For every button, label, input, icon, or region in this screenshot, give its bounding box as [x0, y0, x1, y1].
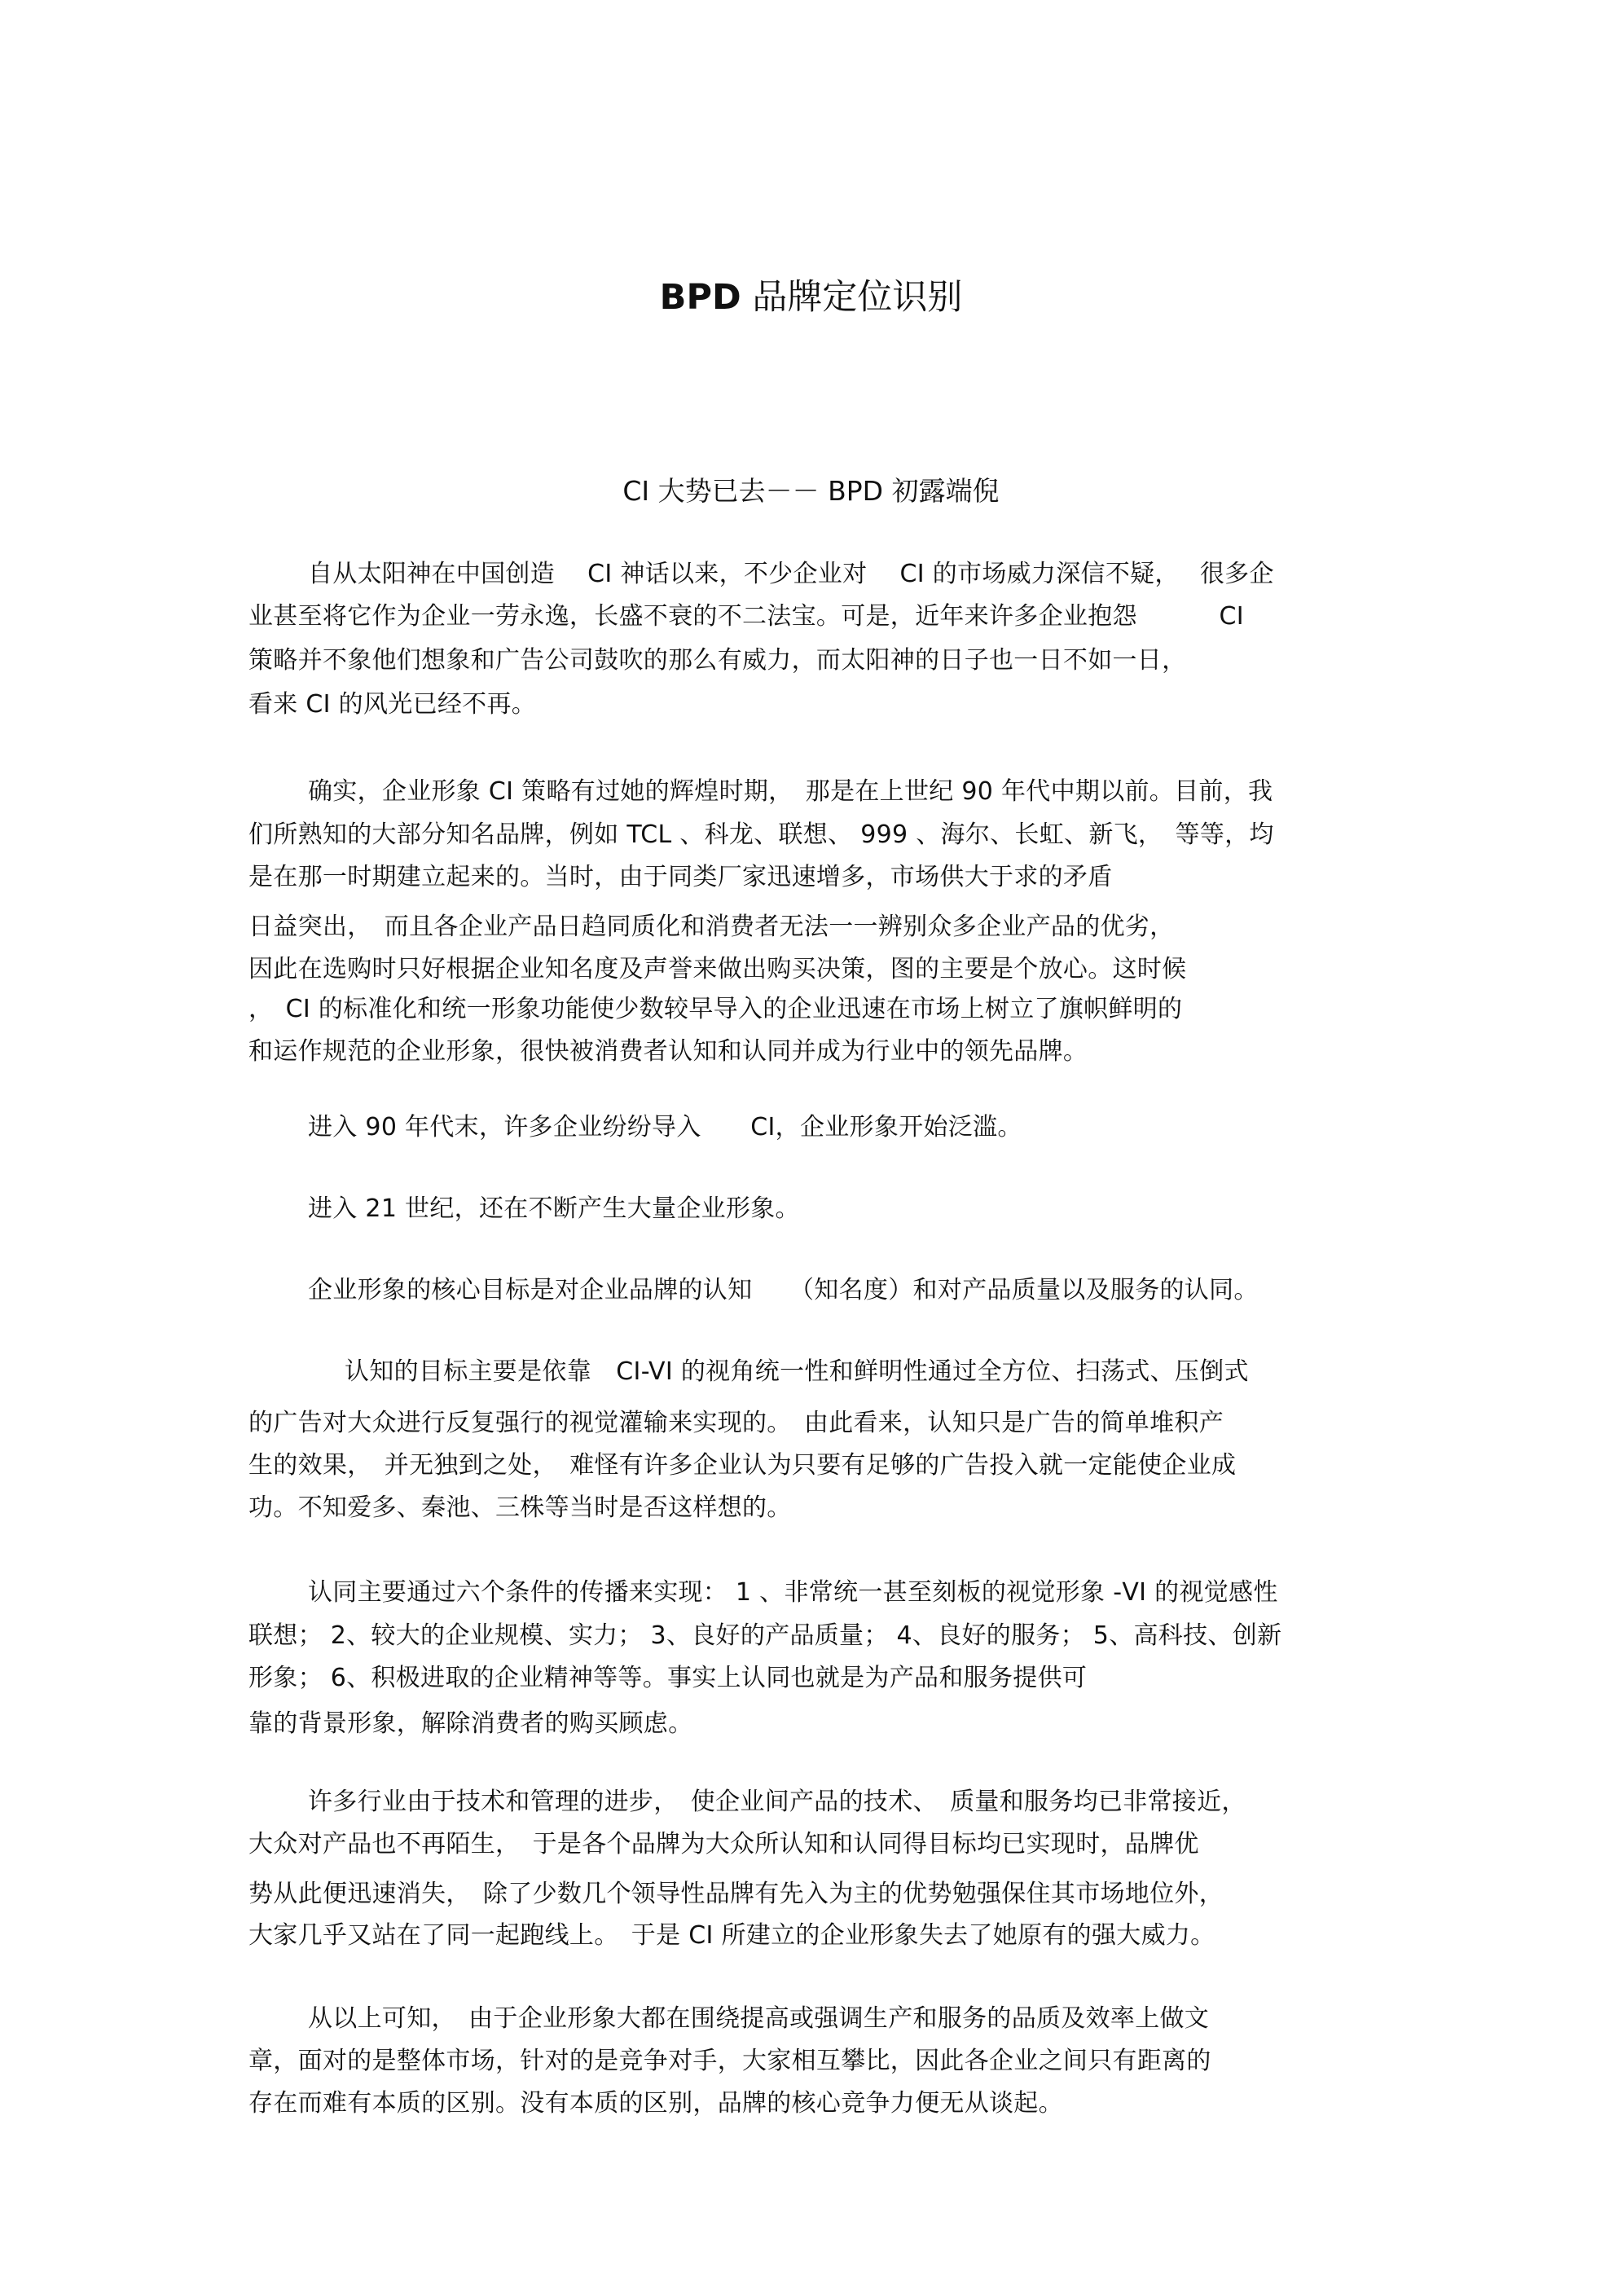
paragraph-7-line-2: 联想； 2、较大的企业规模、实力； 3、良好的产品质量； 4、良好的服务； 5、高科技、创新: [248, 1621, 1282, 1650]
paragraph-2-line-4: 日益突出， 而且各企业产品日趋同质化和消费者无法一一辨别众多企业产品的优劣，: [248, 913, 1175, 941]
paragraph-1-line-3: 策略并不象他们想象和广告公司鼓吹的那么有威力，而太阳神的日子也一日不如一日，: [248, 646, 1187, 675]
paragraph-3-line-1: 进入 90 年代末，许多企业纷纷导入 CI，企业形象开始泛滥。: [308, 1113, 1022, 1141]
paragraph-2-line-5: 因此在选购时只好根据企业知名度及声誉来做出购买决策，图的主要是个放心。这时候: [248, 955, 1187, 983]
title-cjk: 品牌定位识别: [752, 277, 963, 318]
document-title: [0, 273, 1622, 322]
paragraph-2-line-3: 是在那一时期建立起来的。当时，由于同类厂家迅速增多，市场供大于求的矛盾: [248, 863, 1113, 891]
paragraph-2-line-7: 和运作规范的企业形象，很快被消费者认知和认同并成为行业中的领先品牌。: [248, 1037, 1088, 1066]
paragraph-1-line-4: 看来 CI 的风光已经不再。: [248, 690, 537, 719]
paragraph-9-line-1: 从以上可知， 由于企业形象大都在围绕提高或强调生产和服务的品质及效率上做文: [308, 2004, 1210, 2033]
paragraph-5-line-1: 企业形象的核心目标是对企业品牌的认知 （知名度）和对产品质量以及服务的认同。: [308, 1276, 1259, 1304]
paragraph-9-line-3: 存在而难有本质的区别。没有本质的区别，品牌的核心竞争力便无从谈起。: [248, 2089, 1063, 2118]
paragraph-2-line-1: 确实，企业形象 CI 策略有过她的辉煌时期， 那是在上世纪 90 年代中期以前。目前，我: [308, 777, 1273, 806]
paragraph-6-line-1: 认知的目标主要是依靠 CI-VI 的视角统一性和鲜明性通过全方位、扫荡式、压倒式: [345, 1357, 1249, 1386]
paragraph-6-line-4: 功。不知爱多、秦池、三株等当时是否这样想的。: [248, 1493, 792, 1522]
paragraph-1-line-1: 自从太阳神在中国创造 CI 神话以来，不少企业对 CI 的市场威力深信不疑， 很多企: [308, 560, 1274, 588]
paragraph-2-line-6: ， CI 的标准化和统一形象功能使少数较早导入的企业迅速在市场上树立了旗帜鲜明的: [248, 995, 1183, 1023]
paragraph-7-line-1: 认同主要通过六个条件的传播来实现： 1 、非常统一甚至刻板的视觉形象 -VI 的视觉感性: [308, 1578, 1278, 1607]
paragraph-8-line-2: 大众对产品也不再陌生， 于是各个品牌为大众所认知和认同得目标均已实现时，品牌优: [248, 1830, 1199, 1858]
paragraph-8-line-3: 势从此便迅速消失， 除了少数几个领导性品牌有先入为主的优势勉强保住其市场地位外，: [248, 1880, 1224, 1908]
paragraph-8-line-1: 许多行业由于技术和管理的进步， 使企业间产品的技术、 质量和服务均已非常接近，: [308, 1788, 1246, 1816]
document-subtitle: CI 大势已去－－ BPD 初露端倪: [622, 475, 1000, 507]
paragraph-6-line-3: 生的效果， 并无独到之处， 难怪有许多企业认为只要有足够的广告投入就一定能使企业成: [248, 1451, 1237, 1480]
paragraph-9-line-2: 章，面对的是整体市场，针对的是竞争对手，大家相互攀比，因此各企业之间只有距离的: [248, 2047, 1211, 2075]
title-latin: BPD: [659, 277, 741, 318]
paragraph-6-line-2: 的广告对大众进行反复强行的视觉灌输来实现的。 由此看来，认知只是广告的简单堆积产: [248, 1409, 1224, 1437]
paragraph-4-line-1: 进入 21 世纪，还在不断产生大量企业形象。: [308, 1194, 800, 1223]
paragraph-1-line-2: 业甚至将它作为企业一劳永逸，长盛不衰的不二法宝。可是，近年来许多企业抱怨 CI: [248, 602, 1244, 631]
paragraph-2-line-2: 们所熟知的大部分知名品牌，例如 TCL 、科龙、联想、 999 、海尔、长虹、新飞， 等等，均: [248, 820, 1274, 849]
paragraph-8-line-4: 大家几乎又站在了同一起跑线上。 于是 CI 所建立的企业形象失去了她原有的强大威力。: [248, 1921, 1215, 1950]
paragraph-7-line-4: 靠的背景形象，解除消费者的购买顾虑。: [248, 1709, 693, 1738]
paragraph-7-line-3: 形象； 6、积极进取的企业精神等等。事实上认同也就是为产品和服务提供可: [248, 1664, 1088, 1692]
